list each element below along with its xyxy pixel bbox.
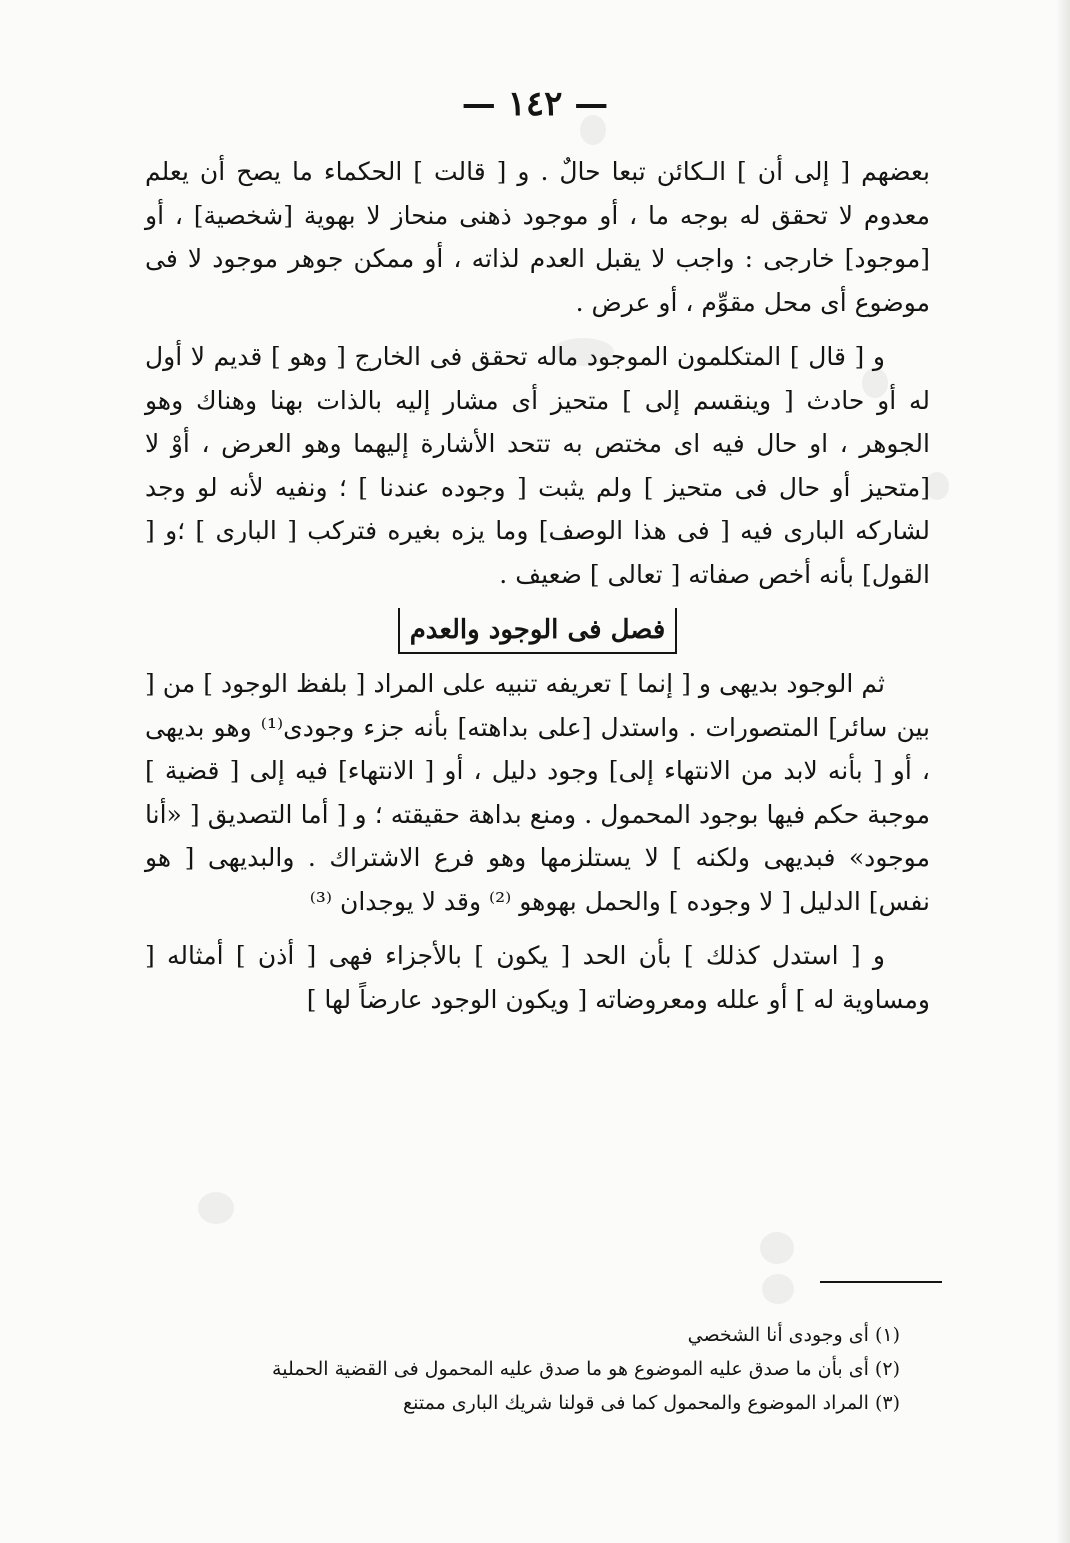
paragraph: ثم الوجود بديهى و [ إنما ] تعريفه تنبيه على المراد [ بلفظ الوجود ] من [ بين سائر] المتصورات . واستدل [على بداهته] بأنه جزء وجودى⁽¹⁾ وهو بديهى ، أو [ بأنه لابد من الانتهاء إلى] وجود دليل ، أو [ الانتهاء] فيه إلى [ قضية ] موجبة حكم فيها بوجود المحمول . ومنع بداهة حقيقته ؛ و [ أما التصديق [ «أنا موجود» فبديهى ولكنه ] لا يستلزمها وهو فرع الاشتراك . والبديهى [ هو نفس] الدليل [ لا وجوده ] والحمل بهوهو ⁽²⁾ وقد لا يوجدان ⁽³⁾	[145, 669, 930, 916]
footnote-separator	[820, 1281, 942, 1283]
footnote-3: (٣) المراد الموضوع والمحمول كما فى قولنا شريك البارى ممتنع	[403, 1392, 900, 1414]
page-edge-shadow	[1056, 0, 1070, 1543]
paper-blemish	[198, 1192, 234, 1224]
section-heading	[145, 606, 930, 654]
page-number: — ١٤٢ —	[461, 84, 609, 124]
paragraph: و [ قال ] المتكلمون الموجود ماله تحقق فى الخارج [ وهو ] قديم لا أول له أو حادث [ وينقسم إلى ] متحيز أى مشار إليه بالذات بهنا وهناك وهو الجوهر ، او حال فيه اى مختص به تتحد الأشارة إليهما وهو العرض ، أوْ لا [متحيز أو حال فى متحيز ] ولم يثبت [ وجوده عندنا ] ؛ ونفيه لأنه لو وجد لشاركه البارى فيه [ فى هذا الوصف] وما يزه بغيره فتركب [ البارى ] ؛و [ القول] بأنه أخص صفاته [ تعالى ] ضعيف .	[145, 342, 930, 589]
footnotes	[200, 1318, 900, 1420]
footnote-1: (١) أى وجودى أنا الشخصي	[687, 1324, 900, 1346]
paragraph: و [ استدل كذلك ] بأن الحد [ يكون ] بالأجزاء فهى [ أذن ] أمثاله [ ومساوية له ] أو علله ومعروضاته [ ويكون الوجود عارضاً لها ]	[145, 941, 930, 1014]
footnote-2: (٢) أى بأن ما صدق عليه الموضوع هو ما صدق عليه المحمول فى القضية الحملية	[272, 1358, 900, 1380]
paper-blemish	[762, 1274, 794, 1304]
paragraph: بعضهم [ إلى أن ] الـكائن تبعا حالٌ . و [ قالت ] الحكماء ما يصح أن يعلم معدوم لا تحقق له بوجه ما ، أو موجود ذهنى منحاز لا بهوية [شخصية] ، أو [موجود] خارجى : واجب لا يقبل العدم لذاته ، أو ممكن جوهر موجود لا فى موضوع أى محل مقوِّم ، أو عرض .	[145, 157, 930, 317]
main-text	[145, 150, 930, 1021]
section-heading-text: فصل فى الوجود والعدم	[398, 608, 678, 654]
paper-blemish	[760, 1232, 794, 1264]
